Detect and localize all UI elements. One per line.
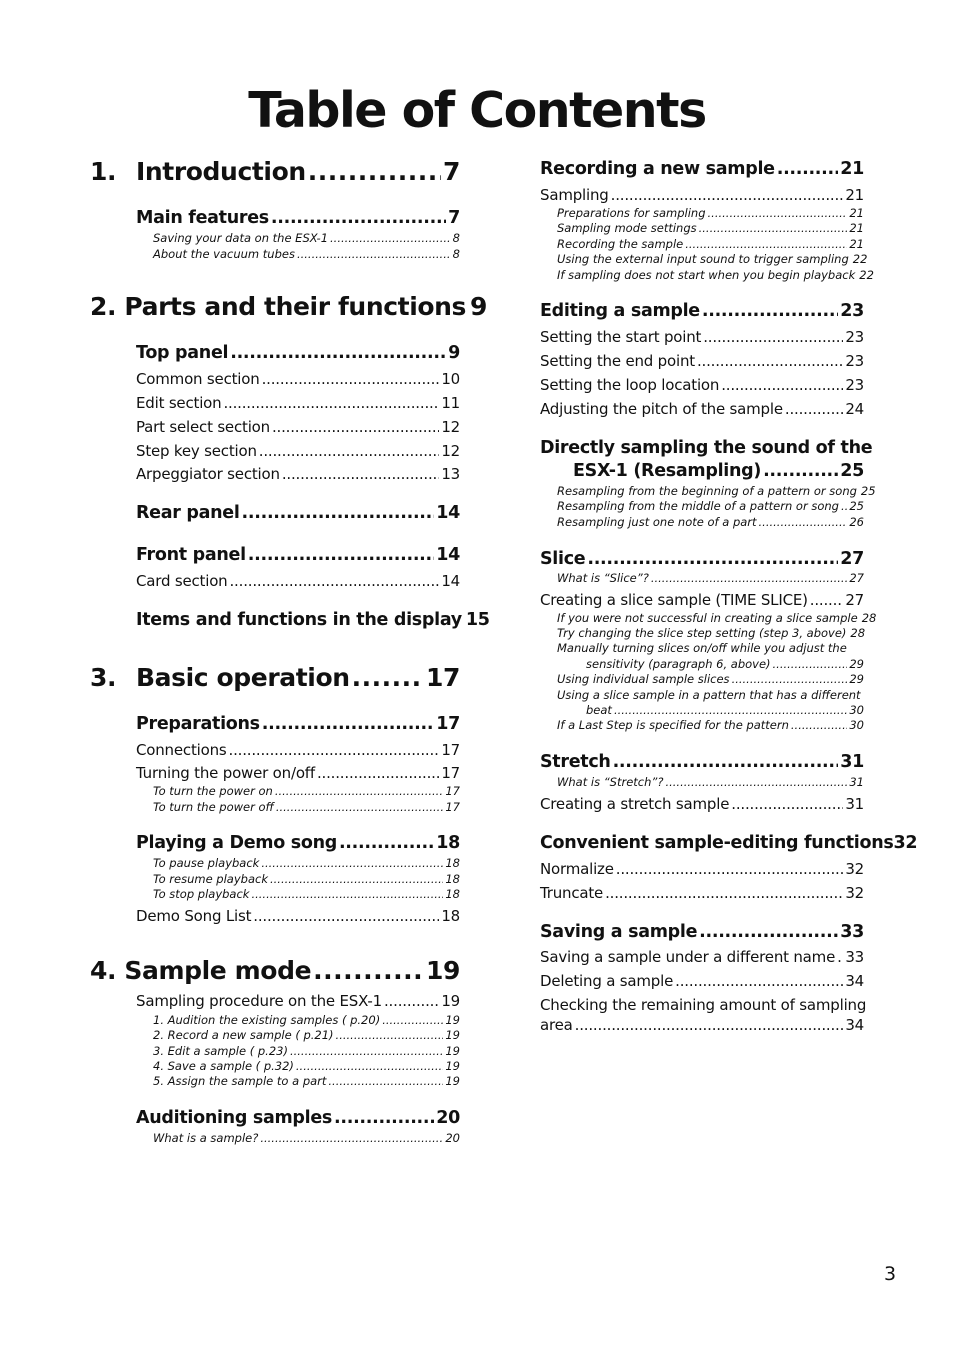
toc-section-display-items[interactable]: Items and functions in the display 15 bbox=[136, 610, 490, 630]
dot-leader bbox=[260, 1131, 443, 1146]
dot-leader bbox=[708, 206, 848, 221]
dot-leader bbox=[731, 794, 843, 814]
toc-section-auditioning[interactable]: Auditioning samples ..... 20 bbox=[136, 1107, 460, 1129]
dot-leader bbox=[605, 883, 843, 903]
dot-leader bbox=[259, 441, 440, 461]
toc-sub-truncate[interactable]: Truncate ..... 32 bbox=[540, 883, 864, 903]
toc-item-last-step[interactable]: If a Last Step is specified for the pattern ..... 30 bbox=[557, 718, 864, 733]
toc-section-recording[interactable]: Recording a new sample ..... 21 bbox=[540, 158, 864, 180]
toc-sub-part-select[interactable]: Part select section ..... 12 bbox=[136, 417, 460, 437]
dot-leader bbox=[272, 417, 439, 437]
toc-item-stop[interactable]: To stop playback ..... 18 bbox=[153, 887, 460, 902]
dot-leader bbox=[616, 859, 844, 879]
dot-leader bbox=[223, 393, 439, 413]
dot-leader bbox=[611, 185, 844, 205]
dot-leader bbox=[732, 672, 848, 687]
toc-sub-card-section[interactable]: Card section ..... 14 bbox=[136, 571, 460, 591]
toc-sub-pitch[interactable]: Adjusting the pitch of the sample ..... 24 bbox=[540, 399, 864, 419]
dot-leader bbox=[699, 921, 838, 943]
toc-item-recording-sample[interactable]: Recording the sample ..... 21 bbox=[557, 237, 864, 252]
toc-item-resample-one-note[interactable]: Resampling just one note of a part ..... 26 bbox=[557, 515, 864, 530]
toc-item-step-4[interactable]: 4. Save a sample ( p.32) ..... 19 bbox=[153, 1059, 460, 1074]
toc-sub-time-slice[interactable]: Creating a slice sample (TIME SLICE) ..... 27 bbox=[540, 590, 864, 610]
dot-leader bbox=[339, 832, 434, 854]
toc-section-resampling[interactable]: ESX-1 (Resampling) ..... 25 bbox=[573, 460, 864, 482]
dot-leader bbox=[271, 207, 446, 229]
dot-leader bbox=[810, 590, 844, 610]
toc-item-vacuum-tubes[interactable]: About the vacuum tubes ..... 8 bbox=[153, 247, 460, 262]
dot-leader bbox=[229, 740, 440, 760]
dot-leader bbox=[777, 158, 839, 180]
toc-sub-end-point[interactable]: Setting the end point ..... 23 bbox=[540, 351, 864, 371]
dot-leader bbox=[262, 369, 440, 389]
toc-section-top-panel[interactable]: Top panel ..... 9 bbox=[136, 342, 460, 364]
dot-leader bbox=[276, 800, 444, 815]
toc-sub-power[interactable]: Turning the power on/off ..... 17 bbox=[136, 763, 460, 783]
toc-item-manual-slices[interactable]: sensitivity (paragraph 6, above) ..... 29 bbox=[586, 657, 864, 672]
dot-leader bbox=[352, 663, 424, 693]
dot-leader bbox=[328, 1074, 443, 1089]
toc-chapter-basic-operation[interactable]: 3. Basic operation ..... 17 bbox=[90, 663, 460, 693]
page-number: 3 bbox=[884, 1263, 897, 1285]
toc-item-manual-slices-line1[interactable]: Manually turning slices on/off while you adjust the bbox=[557, 641, 847, 655]
dot-leader bbox=[785, 399, 843, 419]
toc-section-main-features[interactable]: Main features ..... 7 bbox=[136, 207, 460, 229]
dot-leader bbox=[275, 784, 444, 799]
dot-leader bbox=[290, 1044, 443, 1059]
toc-sub-edit-section[interactable]: Edit section ..... 11 bbox=[136, 393, 460, 413]
dot-leader bbox=[773, 657, 848, 672]
dot-leader bbox=[665, 775, 847, 790]
dot-leader bbox=[330, 231, 451, 246]
dot-leader bbox=[297, 247, 451, 262]
dot-leader bbox=[697, 351, 843, 371]
dot-leader bbox=[336, 1028, 444, 1043]
dot-leader bbox=[384, 991, 439, 1011]
dot-leader bbox=[587, 548, 838, 570]
dot-leader bbox=[251, 887, 443, 902]
dot-leader bbox=[382, 1013, 443, 1028]
dot-leader bbox=[261, 856, 443, 871]
dot-leader bbox=[270, 872, 443, 887]
dot-leader bbox=[229, 571, 439, 591]
toc-sub-normalize[interactable]: Normalize ..... 32 bbox=[540, 859, 864, 879]
dot-leader bbox=[841, 499, 847, 514]
dot-leader bbox=[242, 502, 435, 524]
dot-leader bbox=[334, 1107, 434, 1129]
toc-item-resample-middle[interactable]: Resampling from the middle of a pattern or song ..... 25 bbox=[557, 499, 864, 514]
toc-item-step-3[interactable]: 3. Edit a sample ( p.23) ..... 19 bbox=[153, 1044, 460, 1059]
toc-sub-check-remaining[interactable]: area ..... 34 bbox=[540, 1015, 864, 1035]
toc-item-step-5[interactable]: 5. Assign the sample to a part ..... 19 bbox=[153, 1074, 460, 1089]
toc-section-direct-line1[interactable]: Directly sampling the sound of the bbox=[540, 438, 873, 458]
toc-item-what-is-sample[interactable]: What is a sample? ..... 20 bbox=[153, 1131, 460, 1146]
page-ref: 7 bbox=[443, 157, 460, 186]
toc-section-saving[interactable]: Saving a sample ..... 33 bbox=[540, 921, 864, 943]
toc-chapter-sample-mode[interactable]: 4. Sample mode ..... 19 bbox=[90, 956, 460, 986]
toc-sub-start-point[interactable]: Setting the start point ..... 23 bbox=[540, 327, 864, 347]
dot-leader bbox=[575, 1015, 844, 1035]
dot-leader bbox=[837, 947, 843, 967]
dot-leader bbox=[685, 237, 847, 252]
toc-section-preparations[interactable]: Preparations ..... 17 bbox=[136, 713, 460, 735]
toc-section-slice[interactable]: Slice ..... 27 bbox=[540, 548, 864, 570]
toc-item-resample-beginning[interactable]: Resampling from the beginning of a pattern or song 25 bbox=[557, 484, 876, 498]
toc-item-slice-not-successful[interactable]: If you were not successful in creating a slice sample 28 bbox=[557, 611, 877, 625]
dot-leader bbox=[675, 971, 843, 991]
toc-item-what-is-stretch[interactable]: What is “Stretch”? ..... 31 bbox=[557, 775, 864, 790]
toc-item-power-on[interactable]: To turn the power on ..... 17 bbox=[153, 784, 460, 799]
toc-section-front-panel[interactable]: Front panel ..... 14 bbox=[136, 544, 460, 566]
toc-sub-step-key[interactable]: Step key section ..... 12 bbox=[136, 441, 460, 461]
toc-section-rear-panel[interactable]: Rear panel ..... 14 bbox=[136, 502, 460, 524]
toc-item-slice-step-setting[interactable]: Try changing the slice step setting (step 3, above) 28 bbox=[557, 626, 866, 640]
toc-item-pause[interactable]: To pause playback ..... 18 bbox=[153, 856, 460, 871]
dot-leader bbox=[282, 464, 440, 484]
toc-item-prep-sampling[interactable]: Preparations for sampling ..... 21 bbox=[557, 206, 864, 221]
dot-leader bbox=[313, 956, 424, 986]
toc-chapter-parts[interactable]: 2. Parts and their functions 9 bbox=[90, 292, 488, 321]
dot-leader bbox=[699, 221, 848, 236]
toc-sub-check-remaining-line1[interactable]: Checking the remaining amount of sampling bbox=[540, 996, 867, 1014]
toc-section-demo-song[interactable]: Playing a Demo song ..... 18 bbox=[136, 832, 460, 854]
toc-item-sampling-not-start[interactable]: If sampling does not start when you begin playback 22 bbox=[557, 268, 874, 282]
dot-leader bbox=[613, 751, 839, 773]
toc-item-slice-beat-line1[interactable]: Using a slice sample in a pattern that has a different bbox=[557, 688, 861, 702]
toc-item-step-1[interactable]: 1. Audition the existing samples ( p.20) ..... 19 bbox=[153, 1013, 460, 1028]
toc-item-resume[interactable]: To resume playback ..... 18 bbox=[153, 872, 460, 887]
toc-sub-arpeggiator[interactable]: Arpeggiator section ..... 13 bbox=[136, 464, 460, 484]
dot-leader bbox=[230, 342, 446, 364]
dot-leader bbox=[296, 1059, 443, 1074]
dot-leader bbox=[651, 571, 848, 586]
toc-item-individual-slices[interactable]: Using individual sample slices ..... 29 bbox=[557, 672, 864, 687]
toc-sub-connections[interactable]: Connections ..... 17 bbox=[136, 740, 460, 760]
toc-section-stretch[interactable]: Stretch ..... 31 bbox=[540, 751, 864, 773]
toc-sub-common-section[interactable]: Common section ..... 10 bbox=[136, 369, 460, 389]
dot-leader bbox=[614, 703, 847, 718]
toc-section-editing[interactable]: Editing a sample ..... 23 bbox=[540, 300, 864, 322]
toc-item-power-off[interactable]: To turn the power off ..... 17 bbox=[153, 800, 460, 815]
toc-section-convenient[interactable]: Convenient sample-editing functions 32 bbox=[540, 833, 918, 853]
dot-leader bbox=[702, 300, 838, 322]
dot-leader bbox=[791, 718, 847, 733]
dot-leader bbox=[763, 460, 838, 482]
dot-leader bbox=[317, 763, 439, 783]
toc-item-mode-settings[interactable]: Sampling mode settings ..... 21 bbox=[557, 221, 864, 236]
toc-item-external-input[interactable]: Using the external input sound to trigger sampling 22 bbox=[557, 252, 868, 266]
dot-leader bbox=[308, 157, 441, 187]
toc-sub-loop-location[interactable]: Setting the loop location ..... 23 bbox=[540, 375, 864, 395]
toc-item-slice-beat[interactable]: beat ..... 30 bbox=[586, 703, 864, 718]
page-title: Table of Contents bbox=[248, 82, 706, 139]
dot-leader bbox=[262, 713, 434, 735]
toc-sub-save-different-name[interactable]: Saving a sample under a different name ..... 33 bbox=[540, 947, 864, 967]
toc-sub-sampling-procedure[interactable]: Sampling procedure on the ESX-1 ..... 19 bbox=[136, 991, 460, 1011]
toc-sub-stretch-sample[interactable]: Creating a stretch sample ..... 31 bbox=[540, 794, 864, 814]
toc-sub-demo-list[interactable]: Demo Song List ..... 18 bbox=[136, 906, 460, 926]
toc-item-saving-data[interactable]: Saving your data on the ESX-1 ..... 8 bbox=[153, 231, 460, 246]
dot-leader bbox=[253, 906, 439, 926]
toc-sub-sampling[interactable]: Sampling ..... 21 bbox=[540, 185, 864, 205]
toc-item-step-2[interactable]: 2. Record a new sample ( p.21) ..... 19 bbox=[153, 1028, 460, 1043]
toc-sub-delete-sample[interactable]: Deleting a sample ..... 34 bbox=[540, 971, 864, 991]
dot-leader bbox=[759, 515, 848, 530]
toc-item-what-is-slice[interactable]: What is “Slice”? ..... 27 bbox=[557, 571, 864, 586]
toc-chapter-introduction[interactable]: 1. Introduction ..... 7 bbox=[90, 157, 460, 187]
dot-leader bbox=[248, 544, 434, 566]
dot-leader bbox=[703, 327, 843, 347]
dot-leader bbox=[721, 375, 843, 395]
